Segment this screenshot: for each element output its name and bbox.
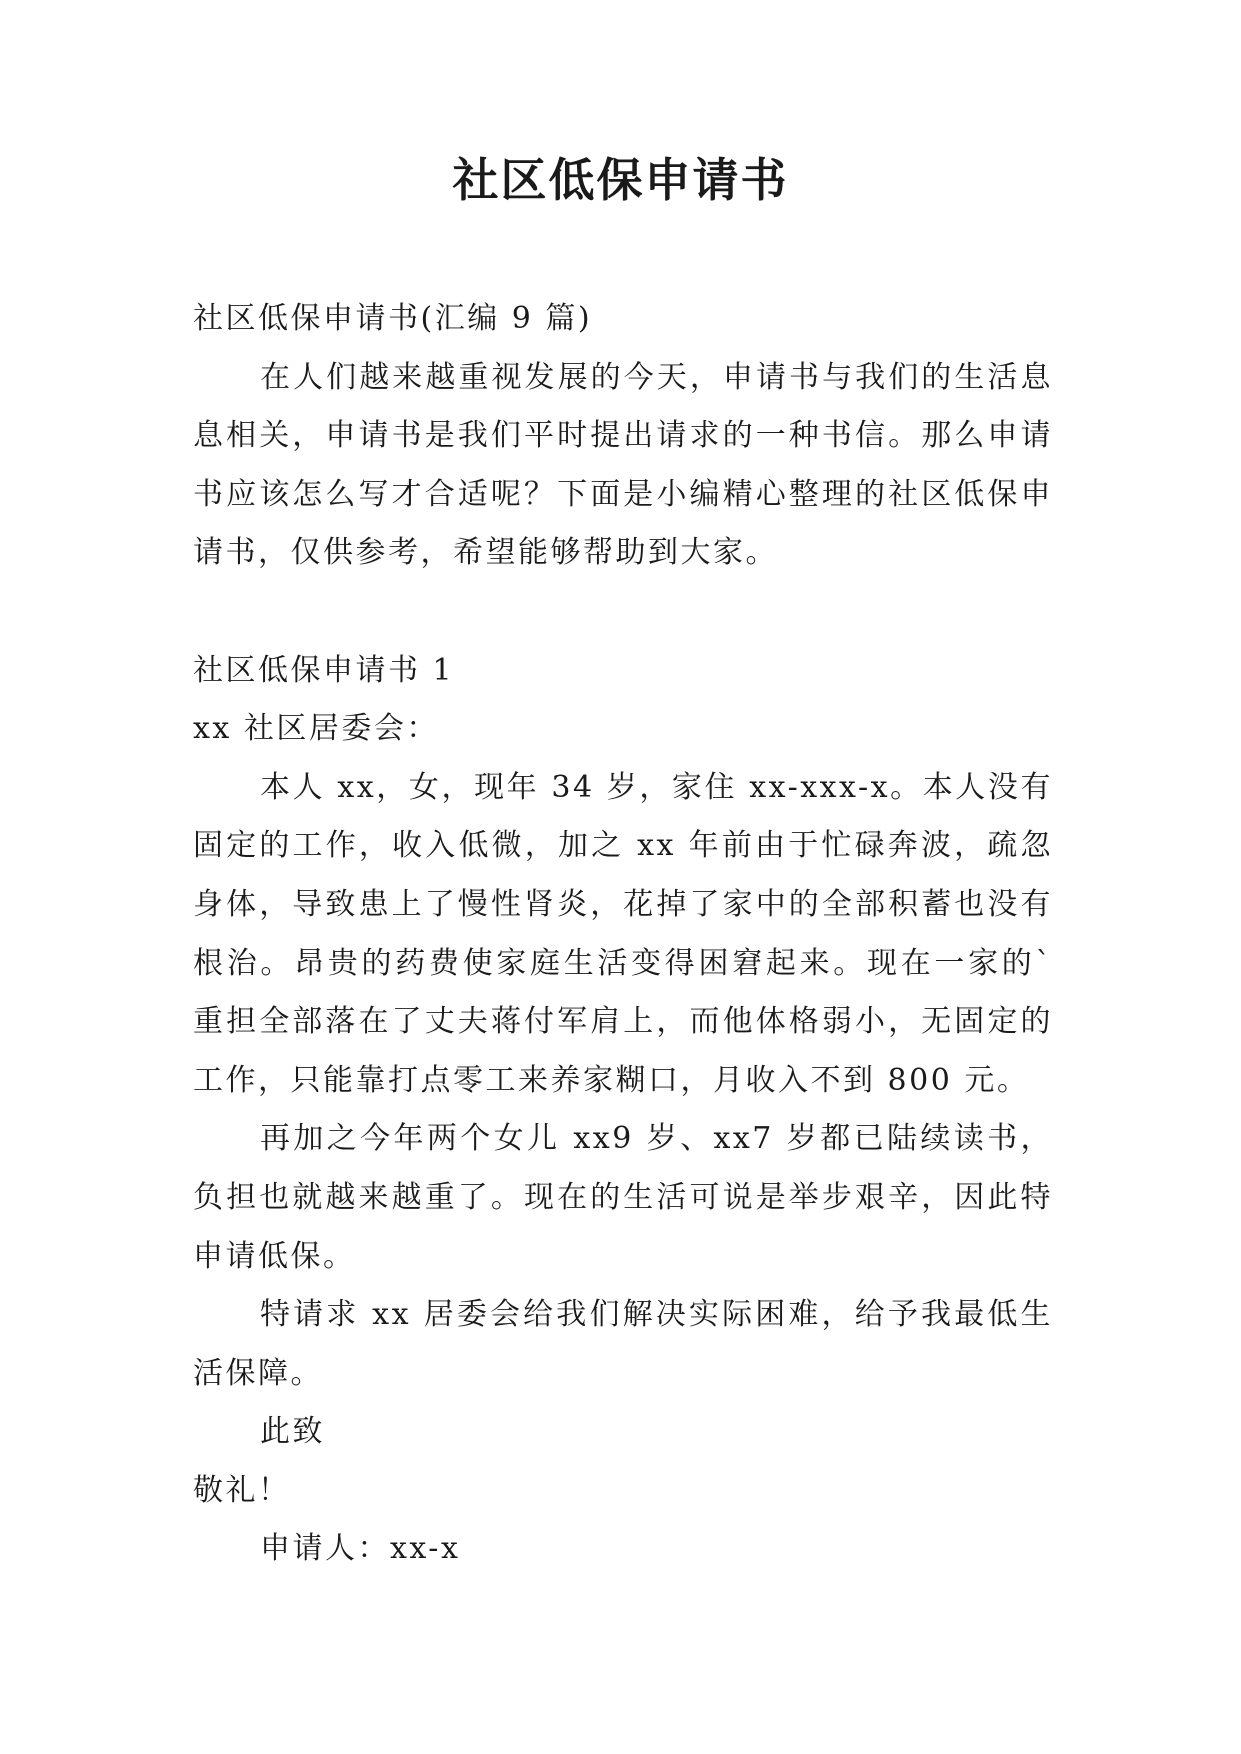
- section-spacer: [193, 583, 1053, 642]
- document-title: 社区低保申请书: [452, 153, 789, 207]
- body-paragraph: 再加之今年两个女儿 xx9 岁、xx7 岁都已陆续读书，负担也就越来越重了。现在的生活可说是举步艰辛，因此特申请低保。: [193, 1121, 1053, 1274]
- body-paragraph: 特请求 xx 居委会给我们解决实际困难，给予我最低生活保障。: [193, 1297, 1053, 1391]
- closing-line: 此致: [260, 1414, 325, 1450]
- regards-line: 敬礼！: [193, 1472, 291, 1508]
- intro-paragraph: 在人们越来越重视发展的今天，申请书与我们的生活息息相关，申请书是我们平时提出请求的一种书信。那么申请书应该怎么写才合适呢？下面是小编精心整理的社区低保申请书，仅供参考，希望能够帮助到大家。: [193, 359, 1053, 571]
- salutation: xx 社区居委会：: [193, 711, 439, 747]
- applicant-line: 申请人：xx-x: [260, 1531, 461, 1567]
- section-heading: 社区低保申请书 1: [193, 652, 455, 688]
- document-subtitle: 社区低保申请书(汇编 9 篇): [193, 301, 593, 336]
- body-paragraph: 本人 xx，女，现年 34 岁，家住 xx-xxx-x。本人没有固定的工作，收入低微，加之 xx 年前由于忙碌奔波，疏忽身体，导致患上了慢性肾炎，花掉了家中的全部积蓄也没有根治。昂贵的药费使家庭生活变得困窘起来。现在一家的`重担全部落在了丈夫蒋付军肩上，而他体格弱小，无固定的工作，只能靠打点零工来养家糊口，月收入不到 800 元。: [193, 769, 1053, 1098]
- document-body: [193, 290, 1053, 1579]
